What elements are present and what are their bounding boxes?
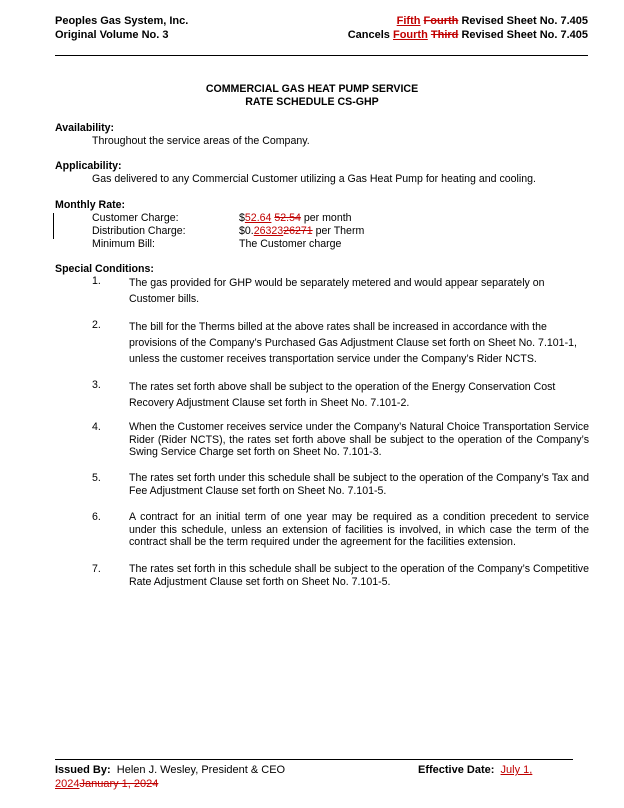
condition-text: When the Customer receives service under the Company’s Natural Choice Transportation Service Rider (Rider NCTS), the rates set forth above shall be subject to the operation of the Company’s Swing Service Charge set forth on Sheet No. 7.101-3. — [129, 421, 589, 458]
header-rule — [55, 55, 588, 56]
special-conditions-heading: Special Conditions: — [55, 263, 154, 275]
sheet-number — [397, 15, 588, 27]
condition-number: 1. — [92, 275, 101, 287]
effective-date-inserted: July 1, — [500, 764, 533, 776]
customer-charge-value — [239, 212, 352, 224]
cancels-deleted-text: Third — [430, 29, 459, 41]
cancels-sheet — [348, 29, 588, 41]
sheet-rest-text: Revised Sheet No. 7.405 — [461, 15, 588, 27]
applicability-heading: Applicability: — [55, 160, 122, 172]
issued-by-label: Issued By: — [55, 764, 111, 776]
customer-charge-deleted: 52.54 — [274, 212, 301, 224]
condition-number: 7. — [92, 563, 101, 575]
cancels-rest-text: Revised Sheet No. 7.405 — [461, 29, 588, 41]
footer-rule — [55, 759, 573, 760]
effective-date-year-inserted: 2024 — [55, 778, 80, 790]
distribution-charge-deleted: 26271 — [283, 225, 313, 237]
sheet-inserted-text: Fifth — [396, 15, 421, 27]
condition-number: 3. — [92, 379, 101, 391]
condition-number: 4. — [92, 421, 101, 433]
distribution-charge-inserted: 26323 — [253, 225, 284, 237]
condition-text: The bill for the Therms billed at the above rates shall be increased in accordance with the provisions of the Company’s Purchased Gas Adjustment Clause set forth on Sheet No. 7.101-1, unless the customer receives transportation service under the Company’s Rider NCTS. — [129, 321, 577, 365]
effective-date-label: Effective Date: — [418, 764, 495, 776]
customer-charge-label: Customer Charge: — [92, 212, 179, 224]
condition-number: 2. — [92, 319, 101, 331]
availability-heading: Availability: — [55, 122, 115, 134]
sheet-deleted-text: Fourth — [423, 15, 459, 27]
minimum-bill-label: Minimum Bill: — [92, 238, 155, 250]
minimum-bill-value: The Customer charge — [239, 238, 342, 250]
issued-by — [55, 764, 285, 776]
availability-text: Throughout the service areas of the Company. — [92, 135, 310, 147]
distribution-charge-label: Distribution Charge: — [92, 225, 186, 237]
condition-number: 6. — [92, 511, 101, 523]
cancels-prefix: Cancels — [347, 29, 390, 41]
schedule-title: COMMERCIAL GAS HEAT PUMP SERVICE — [205, 83, 419, 95]
cancels-inserted-text: Fourth — [392, 29, 428, 41]
distribution-charge-suffix: per Therm — [315, 225, 365, 237]
customer-charge-inserted: 52.64 — [244, 212, 272, 224]
issued-by-value: Helen J. Wesley, President & CEO — [116, 764, 286, 776]
condition-number: 5. — [92, 472, 101, 484]
effective-date — [418, 764, 532, 776]
distribution-charge-value — [239, 225, 364, 237]
schedule-subtitle: RATE SCHEDULE CS-GHP — [245, 96, 379, 108]
condition-text: The gas provided for GHP would be separately metered and would appear separately on Customer bills. — [129, 277, 545, 305]
volume-number: Original Volume No. 3 — [55, 29, 169, 41]
applicability-text: Gas delivered to any Commercial Customer utilizing a Gas Heat Pump for heating and cooling. — [92, 173, 536, 185]
condition-text: The rates set forth in this schedule shall be subject to the operation of the Company’s Competitive Rate Adjustment Clause set forth on Sheet No. 7.101-5. — [129, 563, 589, 588]
effective-date-deleted: January 1, 2024 — [79, 778, 159, 790]
distribution-charge-prefix: $0. — [239, 225, 254, 237]
condition-text: The rates set forth under this schedule shall be subject to the operation of the Company’s Tax and Fee Adjustment Clause set forth on Sheet No. 7.101-5. — [129, 472, 589, 497]
condition-text: A contract for an initial term of one year may be required as a condition precedent to service under this schedule, unless an extension of facilities is involved, in which case the term of the contract shall be the term required under the agreement for the facilities extension. — [129, 511, 589, 548]
customer-charge-prefix: $ — [239, 212, 245, 224]
customer-charge-suffix: per month — [303, 212, 352, 224]
effective-date-continued — [55, 778, 158, 790]
condition-text: The rates set forth above shall be subject to the operation of the Energy Conservation Cost Recovery Adjustment Clause set forth in Sheet No. 7.101-2. — [129, 381, 556, 409]
change-bar — [53, 213, 54, 239]
company-name: Peoples Gas System, Inc. — [55, 15, 189, 27]
monthly-rate-heading: Monthly Rate: — [55, 199, 126, 211]
